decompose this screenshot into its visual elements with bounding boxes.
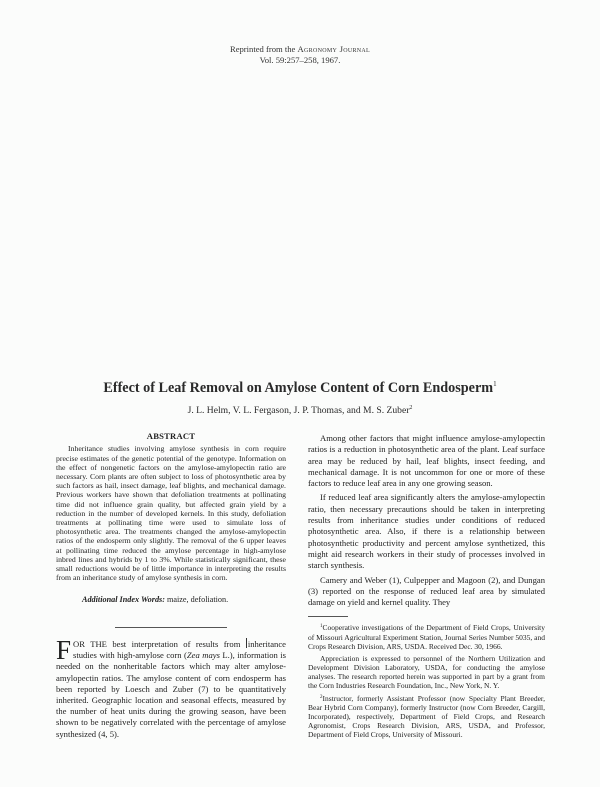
abstract-heading: ABSTRACT bbox=[146, 431, 196, 441]
author-list bbox=[0, 405, 600, 416]
footnote-text: Instructor, formerly Assistant Professor (now Specialty Plant Breeder, Bear Hybrid Corn Company), formerly Instructor (now Corn Breeder, Cargill, Incorporated), respectively, Department of Field Crops, and Research Agronomist, Crops Research Division, ARS, USDA, and Professor, Department of Field Crops, University of Missouri. bbox=[308, 694, 545, 740]
abstract-text: Inheritance studies involving amylose synthesis in corn require precise estimates of the genetic potential of the genotype. Information on the effect of nongenetic factors on the amylose-amylopectin ratio are necessary. Corn plants are often subject to loss of photosynthetic area by such factors as hail, insect damage, leaf blights, and mechanical damage. Previous workers have shown that defoliation treatments at pollinating time did not influence grain quality, but affected grain yield by a reduction in the number of developed kernels. In this study, defoliation treatments at pollinating time were used to simulate loss of photosynthetic area. The treatments changed the amylose-amylopectin ratios of the endosperm only slightly. The removal of the 6 upper leaves at pollinating time reduced the amylose percentage in high-amylose inbred lines and hybrids by 1 to 3%. While statistically significant, these small reductions would be of little importance in interpreting the results from an inheritance study of amylose synthesis in corn. bbox=[56, 444, 286, 583]
footnote bbox=[308, 622, 545, 650]
reprint-line-1 bbox=[0, 44, 600, 55]
authors-footnote-mark: 2 bbox=[409, 405, 413, 411]
intro-text-3: L.), information is needed on the nonheritable factors which may alter amylose-amylopectin ratios. The amylose content of corn endosperm has been reported by Loesch and Zuber (7) to be quantitatively inherited. Geographic location and seasonal effects, measured by the number of heat units during the growing season, have been shown to be negatively correlated with the percentage of amylose synthesized (4, 5). bbox=[56, 650, 286, 739]
right-column bbox=[308, 433, 545, 740]
footnote-text: Cooperative investigations of the Department of Field Crops, University of Missouri Agricultural Experiment Station, Journal Series Number 5035, and Crops Research Division, ARS, USDA. Received Dec. 30, 1966. bbox=[308, 623, 545, 651]
reprint-prefix: Reprinted from the bbox=[229, 44, 298, 54]
text-cursor bbox=[246, 638, 247, 648]
index-words-value: maize, defoliation. bbox=[164, 594, 229, 604]
body-paragraph: Among other factors that might influence amylose-amylopectin ratios is a reduction in photosynthetic area of the plant. Leaf surface area may be reduced by hail, leaf blights, insect feeding, and mechanical damage. It is not uncommon for one or more of these factors to reduce leaf area in any one growing season. bbox=[308, 433, 545, 489]
title-text: Effect of Leaf Removal on Amylose Content of Corn Endosperm bbox=[103, 380, 494, 396]
reprint-notice bbox=[0, 44, 600, 66]
abstract-section bbox=[56, 432, 286, 604]
authors-text: J. L. Helm, V. L. Fergason, J. P. Thomas, and M. S. Zuber bbox=[187, 405, 410, 416]
index-words-label: Additional Index Words: bbox=[82, 594, 165, 604]
drop-cap: F bbox=[56, 635, 72, 665]
footnote-mark: 2 bbox=[320, 695, 323, 701]
footnote bbox=[308, 654, 545, 690]
title-footnote-mark: 1 bbox=[493, 380, 497, 388]
intro-text-1: OR THE best interpretation of results from bbox=[73, 639, 246, 649]
footnote-divider bbox=[308, 616, 348, 617]
index-words bbox=[56, 595, 286, 604]
footnote-mark: 1 bbox=[320, 624, 323, 630]
footnote bbox=[308, 693, 545, 739]
section-divider bbox=[115, 627, 227, 628]
reprint-line-2: Vol. 59:257–258, 1967. bbox=[259, 55, 341, 65]
journal-name: Agronomy Journal bbox=[297, 44, 371, 54]
intro-text-2: inheritance studies with high-amylose corn ( bbox=[73, 639, 286, 661]
body-paragraph: Camery and Weber (1), Culpepper and Magoon (2), and Dungan (3) reported on the response of reduced leaf area by simulated damage on yield and kernel quality. They bbox=[308, 574, 545, 608]
paper-title bbox=[0, 380, 600, 397]
species-name: Zea mays bbox=[186, 650, 220, 661]
introduction-paragraph bbox=[56, 635, 286, 740]
footnote-text: Appreciation is expressed to personnel of the Northern Utilization and Development Division Laboratory, USDA, for conducting the amylose analyses. The research reported herein was supported in part by a grant from the Corn Industries Research Foundation, Inc., New York, N. Y. bbox=[308, 653, 545, 691]
body-paragraph: If reduced leaf area significantly alters the amylose-amylopectin ratio, then necessary precautions should be taken in interpreting results from inheritance studies under conditions of reduced photosynthetic area. Also, if there is a relationship between photosynthetic productivity and percent amylose synthetized, this might aid research workers in their study of processes involved in starch synthesis. bbox=[308, 492, 545, 571]
